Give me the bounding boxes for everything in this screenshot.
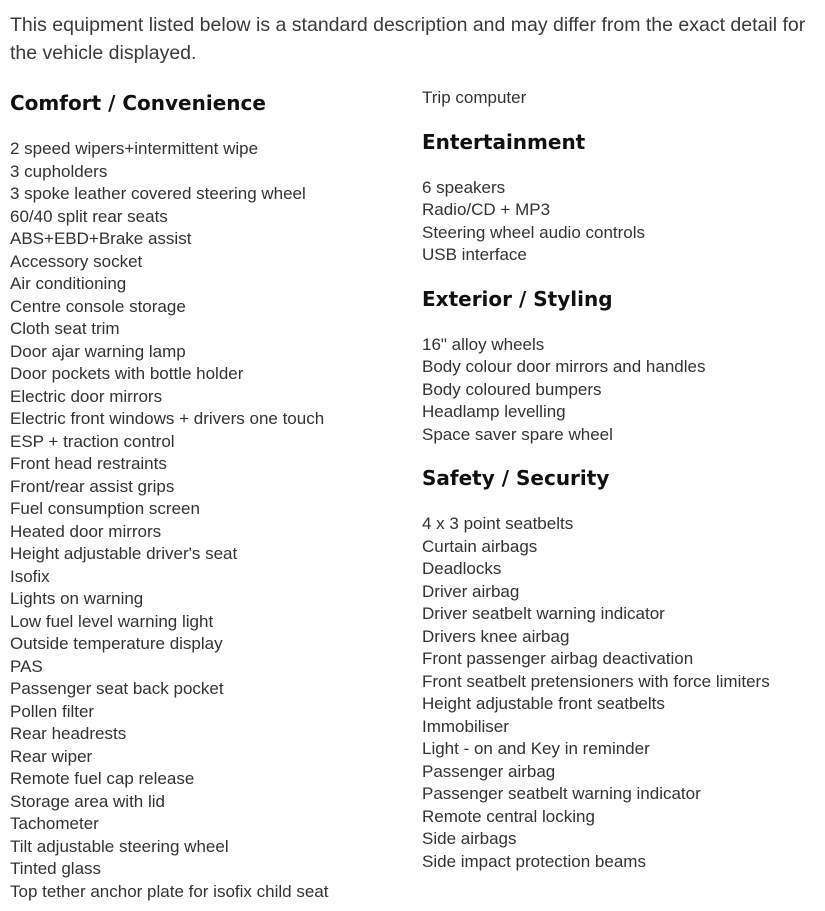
- exterior-item: Body colour door mirrors and handles: [422, 357, 706, 376]
- comfort-item: Low fuel level warning light: [10, 611, 214, 631]
- comfort-item: Electric door mirrors: [10, 386, 163, 406]
- section-heading-comfort: Comfort / Convenience: [10, 91, 266, 115]
- comfort-list-continued: [422, 87, 822, 110]
- section-heading-exterior: Exterior / Styling: [422, 286, 613, 311]
- exterior-list: [422, 334, 822, 447]
- comfort-item: ABS+EBD+Brake assist: [10, 229, 192, 248]
- comfort-item: Front/rear assist grips: [10, 476, 175, 496]
- entertainment-item: USB interface: [422, 245, 527, 264]
- safety-item: Front passenger airbag deactivation: [422, 649, 694, 668]
- comfort-item: Isofix: [10, 566, 50, 586]
- comfort-item: 60/40 split rear seats: [10, 206, 168, 226]
- comfort-item: 2 speed wipers+intermittent wipe: [10, 139, 259, 158]
- comfort-item: Front head restraints: [10, 454, 167, 473]
- equipment-disclaimer: This equipment listed below is a standard description and may differ from the exact detail for the vehicle displayed.: [10, 14, 806, 64]
- comfort-item: Tachometer: [10, 814, 99, 833]
- comfort-item: Rear wiper: [10, 746, 93, 766]
- safety-item: Passenger airbag: [422, 761, 556, 781]
- comfort-item: Top tether anchor plate for isofix child seat: [10, 881, 329, 901]
- exterior-item: Body coloured bumpers: [422, 379, 602, 399]
- comfort-item: 3 cupholders: [10, 161, 108, 181]
- safety-item: 4 x 3 point seatbelts: [422, 514, 574, 533]
- comfort-item: 3 spoke leather covered steering wheel: [10, 184, 306, 203]
- safety-item: Passenger seatbelt warning indicator: [422, 784, 701, 803]
- comfort-item: Tilt adjustable steering wheel: [10, 836, 229, 856]
- comfort-item: Door pockets with bottle holder: [10, 364, 244, 383]
- comfort-item: Height adjustable driver's seat: [10, 544, 238, 563]
- safety-item: Side impact protection beams: [422, 851, 646, 871]
- comfort-item: Fuel consumption screen: [10, 499, 200, 518]
- equipment-column-right: [422, 86, 822, 873]
- comfort-item: ESP + traction control: [10, 431, 175, 451]
- comfort-item: Trip computer: [422, 88, 527, 107]
- safety-item: Driver airbag: [422, 581, 520, 601]
- comfort-item: Passenger seat back pocket: [10, 679, 224, 698]
- section-heading-entertainment: Entertainment: [422, 129, 586, 154]
- comfort-item: Centre console storage: [10, 296, 186, 316]
- comfort-item: Cloth seat trim: [10, 319, 120, 338]
- safety-list: [422, 513, 822, 873]
- safety-item: Curtain airbags: [422, 536, 538, 556]
- safety-item: Side airbags: [422, 829, 517, 848]
- comfort-item: Rear headrests: [10, 724, 127, 743]
- entertainment-item: 6 speakers: [422, 177, 506, 197]
- safety-item: Driver seatbelt warning indicator: [422, 604, 665, 623]
- comfort-item: Electric front windows + drivers one touch: [10, 409, 325, 428]
- safety-item: Immobiliser: [422, 716, 509, 736]
- exterior-item: Headlamp levelling: [422, 402, 566, 421]
- section-heading-safety: Safety / Security: [422, 466, 610, 490]
- comfort-item: Pollen filter: [10, 701, 95, 721]
- exterior-item: 16" alloy wheels: [422, 334, 545, 354]
- equipment-column-left: [10, 86, 410, 903]
- comfort-list: [10, 138, 410, 903]
- comfort-item: Door ajar warning lamp: [10, 341, 186, 361]
- comfort-item: Air conditioning: [10, 274, 127, 293]
- safety-item: Deadlocks: [422, 559, 502, 578]
- entertainment-item: Steering wheel audio controls: [422, 222, 646, 242]
- entertainment-item: Radio/CD + MP3: [422, 200, 551, 219]
- safety-item: Remote central locking: [422, 806, 595, 826]
- safety-item: Light - on and Key in reminder: [422, 739, 650, 758]
- safety-item: Height adjustable front seatbelts: [422, 694, 665, 713]
- comfort-item: Outside temperature display: [10, 634, 223, 653]
- entertainment-list: [422, 177, 822, 267]
- comfort-item: Accessory socket: [10, 251, 143, 271]
- comfort-item: Tinted glass: [10, 859, 102, 878]
- comfort-item: Remote fuel cap release: [10, 769, 195, 788]
- safety-item: Front seatbelt pretensioners with force limiters: [422, 671, 770, 691]
- comfort-item: Storage area with lid: [10, 791, 165, 811]
- comfort-item: PAS: [10, 656, 43, 676]
- comfort-item: Heated door mirrors: [10, 521, 162, 541]
- exterior-item: Space saver spare wheel: [422, 424, 613, 444]
- comfort-item: Lights on warning: [10, 589, 144, 608]
- safety-item: Drivers knee airbag: [422, 626, 570, 646]
